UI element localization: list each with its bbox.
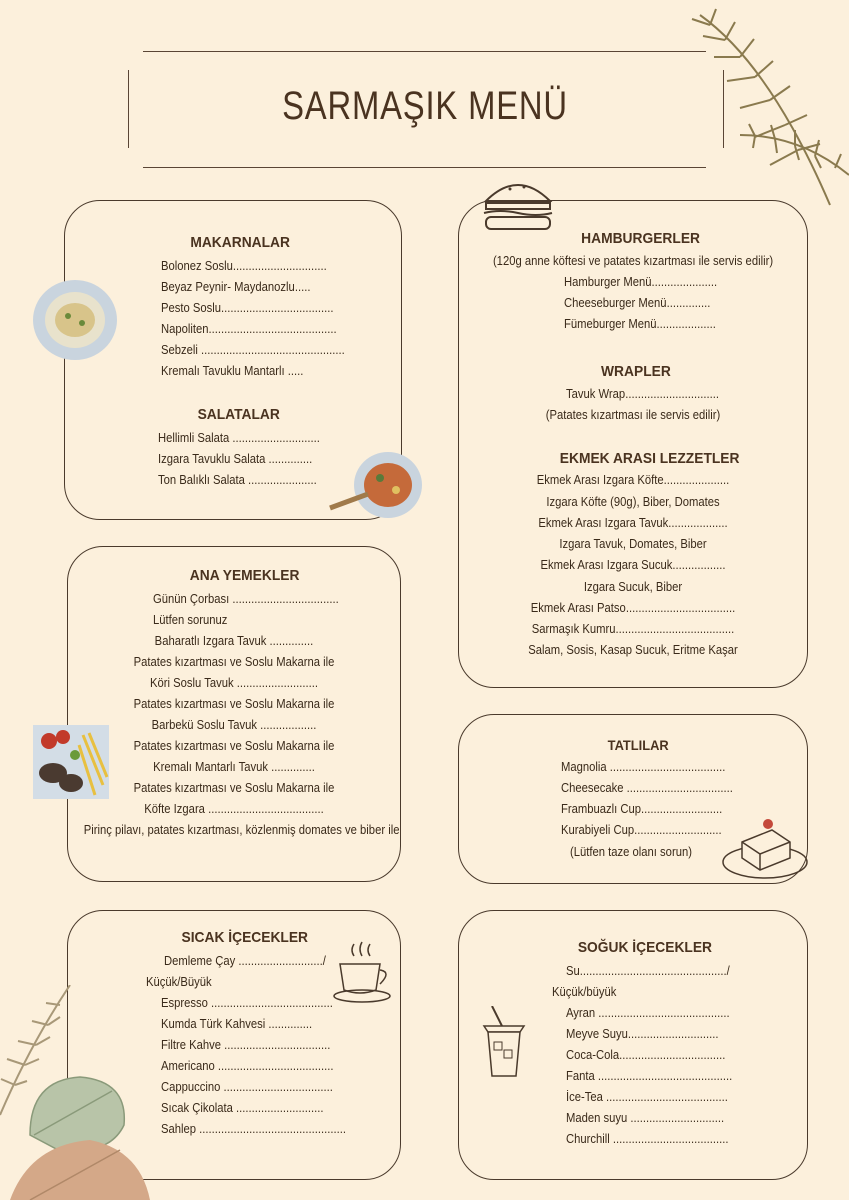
menu-item: Meyve Suyu............................. — [566, 1027, 719, 1041]
menu-item: Kremalı Tavuklu Mantarlı ..... — [161, 364, 304, 378]
menu-item: Baharatlı Izgara Tavuk .............. — [154, 634, 314, 648]
menu-note: Patates kızartması ve Soslu Makarna ile — [133, 739, 335, 753]
menu-note: (Patates kızartması ile servis edilir) — [545, 408, 721, 422]
menu-note: Lütfen sorunuz — [153, 613, 228, 627]
section-heading-makarnalar: MAKARNALAR — [190, 234, 290, 251]
burger-icon — [480, 175, 556, 233]
section-heading-tatlilar: TATLILAR — [607, 737, 669, 753]
menu-note: Pirinç pilavı, patates kızartması, közlenmiş domates ve biber ile — [83, 823, 400, 837]
menu-item: Barbekü Soslu Tavuk .................. — [151, 718, 317, 732]
menu-item: Hamburger Menü..................... — [564, 275, 718, 289]
menu-note: Izgara Köfte (90g), Biber, Domates — [546, 495, 720, 509]
iced-drink-icon — [482, 1006, 526, 1080]
section-heading-soguk: SOĞUK İÇECEKLER — [577, 939, 713, 956]
section-heading-wrapler: WRAPLER — [601, 363, 671, 380]
title-rule-top — [143, 51, 706, 52]
menu-note: Küçük/Büyük — [146, 975, 212, 989]
menu-item: Ekmek Arası Izgara Sucuk................. — [540, 558, 726, 572]
menu-item: Ekmek Arası Izgara Köfte..................... — [536, 473, 730, 487]
menu-item: Americano ..................................... — [161, 1059, 334, 1073]
menu-item: Fanta ........................................... — [566, 1069, 733, 1083]
cake-icon — [720, 812, 810, 882]
menu-item: Ton Balıklı Salata ...................... — [158, 473, 317, 487]
menu-item: Maden suyu .............................. — [566, 1111, 725, 1125]
menu-item: Ayran .......................................... — [566, 1006, 730, 1020]
section-heading-ekmek-arasi: EKMEK ARASI LEZZETLER — [559, 450, 740, 467]
section-heading-salatalar: SALATALAR — [197, 406, 280, 423]
pasta-plate-icon — [32, 278, 118, 362]
menu-item: Espresso ....................................... — [161, 996, 333, 1010]
menu-item: Frambuazlı Cup.......................... — [561, 802, 723, 816]
menu-note: Küçük/büyük — [552, 985, 617, 999]
leaf-decoration-icon — [0, 985, 150, 1200]
menu-item: Pesto Soslu.................................... — [161, 301, 334, 315]
section-heading-hamburgerler: HAMBURGERLER — [581, 230, 701, 247]
menu-item: Kurabiyeli Cup............................ — [561, 823, 722, 837]
menu-item: Cheesecake .................................. — [561, 781, 733, 795]
menu-item: Ekmek Arası Izgara Tavuk................... — [538, 516, 728, 530]
menu-item: Filtre Kahve .................................. — [161, 1038, 331, 1052]
section-heading-sicak: SICAK İÇECEKLER — [181, 929, 309, 946]
palm-leaf-icon — [680, 5, 849, 220]
menu-item: Coca-Cola.................................. — [566, 1048, 726, 1062]
menu-item: Beyaz Peynir- Maydanozlu..... — [161, 280, 311, 294]
menu-note: Izgara Sucuk, Biber — [583, 580, 683, 594]
coffee-cup-icon — [332, 940, 396, 1006]
menu-item: Napoliten......................................... — [161, 322, 337, 336]
menu-note: (120g anne köftesi ve patates kızartması ile servis edilir) — [492, 254, 774, 268]
menu-note: (Lütfen taze olanı sorun) — [570, 845, 692, 859]
menu-item: Köfte Izgara ..................................... — [144, 802, 324, 816]
menu-item: Tavuk Wrap.............................. — [566, 387, 719, 401]
menu-item: Fümeburger Menü................... — [564, 317, 716, 331]
menu-note: Patates kızartması ve Soslu Makarna ile — [133, 781, 335, 795]
salad-bowl-icon — [328, 450, 424, 522]
menu-item: İce-Tea ....................................... — [566, 1090, 728, 1104]
menu-note: Patates kızartması ve Soslu Makarna ile — [133, 655, 335, 669]
menu-item: Sarmaşık Kumru...................................... — [531, 622, 735, 636]
menu-item: Cheeseburger Menü.............. — [564, 296, 711, 310]
menu-note: Salam, Sosis, Kasap Sucuk, Eritme Kaşar — [528, 643, 738, 657]
menu-item: Cappuccino ................................... — [161, 1080, 333, 1094]
menu-item: Bolonez Soslu.............................. — [161, 259, 327, 273]
title-rule-bottom — [143, 167, 706, 168]
menu-note: Izgara Tavuk, Domates, Biber — [559, 537, 707, 551]
menu-item: Su.............................................../ — [566, 964, 730, 978]
menu-item: Kumda Türk Kahvesi .............. — [161, 1017, 313, 1031]
menu-item: Churchill ..................................... — [566, 1132, 729, 1146]
menu-item: Sebzeli .............................................. — [161, 343, 345, 357]
menu-item: Sahlep ............................................... — [161, 1122, 347, 1136]
menu-item: Sıcak Çikolata ............................ — [161, 1101, 324, 1115]
menu-item: Izgara Tavuklu Salata .............. — [158, 452, 313, 466]
menu-item: Günün Çorbası .................................. — [153, 592, 339, 606]
section-heading-ana-yemekler: ANA YEMEKLER — [189, 567, 300, 584]
page-title: SARMAŞIK MENÜ — [282, 84, 568, 128]
menu-note: Patates kızartması ve Soslu Makarna ile — [133, 697, 335, 711]
menu-item: Demleme Çay .........................../ — [164, 954, 326, 968]
menu-item: Köri Soslu Tavuk .......................... — [150, 676, 318, 690]
menu-item: Hellimli Salata ............................ — [158, 431, 320, 445]
menu-item: Kremalı Mantarlı Tavuk .............. — [153, 760, 315, 774]
menu-item: Ekmek Arası Patso................................... — [530, 601, 736, 615]
menu-item: Magnolia ..................................... — [561, 760, 726, 774]
